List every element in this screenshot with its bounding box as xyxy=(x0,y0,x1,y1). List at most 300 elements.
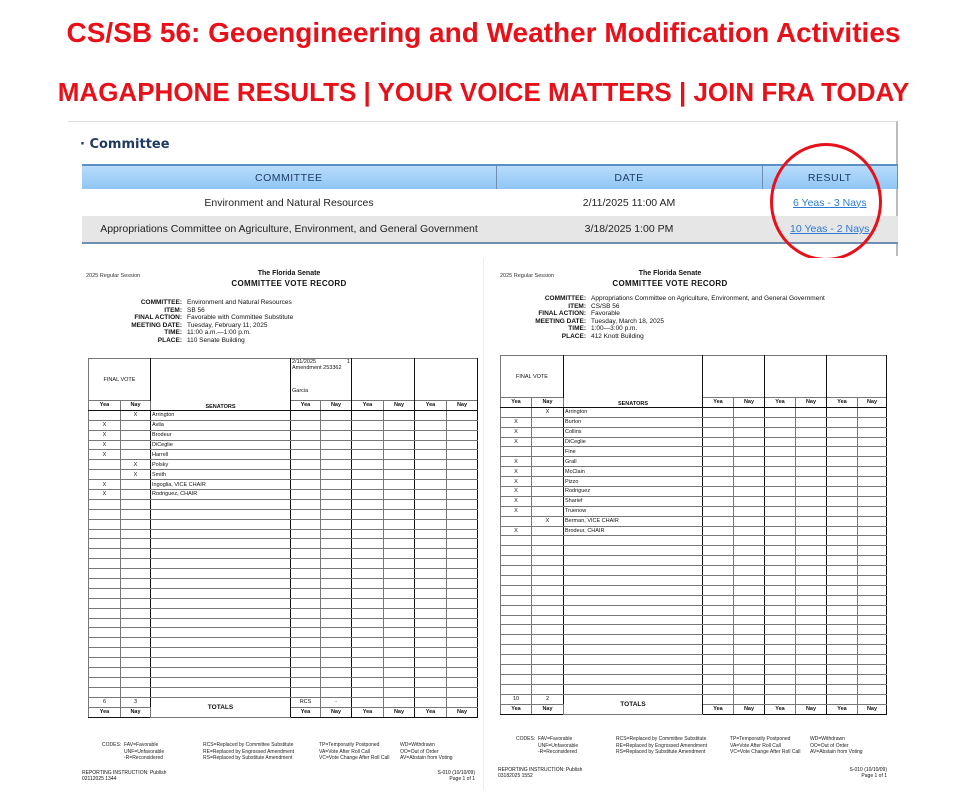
nay-cell xyxy=(796,595,827,605)
yea-cell xyxy=(501,516,532,526)
yea-cell xyxy=(291,569,321,579)
yea-cell xyxy=(352,569,384,579)
nay-cell xyxy=(121,519,151,529)
yea-cell xyxy=(352,519,384,529)
nay-cell xyxy=(384,499,415,509)
nay-cell xyxy=(858,457,887,467)
yea-cell xyxy=(352,658,384,668)
yea-cell xyxy=(827,447,858,457)
nay-cell xyxy=(734,516,765,526)
nay-cell xyxy=(384,588,415,598)
yea-cell xyxy=(501,655,532,665)
nay-cell xyxy=(858,427,887,437)
nay-cell xyxy=(858,407,887,417)
result-link[interactable]: 10 Yeas - 2 Nays xyxy=(790,223,870,235)
yea-cell xyxy=(291,668,321,678)
nay-cell xyxy=(858,635,887,645)
meta-value: Favorable xyxy=(591,310,620,317)
nay-cell xyxy=(384,638,415,648)
nay-cell xyxy=(447,420,478,430)
nay-cell xyxy=(532,526,564,536)
nay-cell xyxy=(447,539,478,549)
yea-cell xyxy=(352,598,384,608)
nay-cell xyxy=(858,625,887,635)
vote-row xyxy=(501,625,887,635)
code-item: RS=Replaced by Substitute Amendment xyxy=(203,755,293,761)
yea-cell xyxy=(89,588,121,598)
nay-cell xyxy=(121,490,151,500)
yea-cell xyxy=(703,566,734,576)
nay-cell xyxy=(858,496,887,506)
nay-cell xyxy=(321,598,352,608)
amendment-number: 1 xyxy=(346,359,350,365)
amendment-total-nay xyxy=(796,694,827,704)
vote-row xyxy=(501,684,887,694)
yea-cell: X xyxy=(501,467,532,477)
nay-cell xyxy=(858,536,887,546)
vote-row xyxy=(501,427,887,437)
yea-cell xyxy=(827,645,858,655)
yea-cell xyxy=(291,519,321,529)
yea-cell xyxy=(415,638,447,648)
vote-row xyxy=(89,490,478,500)
senator-name xyxy=(151,539,291,549)
senator-name xyxy=(564,665,703,675)
nay-cell xyxy=(321,460,352,470)
yea-cell: X xyxy=(501,506,532,516)
yea-header: Yea xyxy=(89,707,121,717)
nay-cell xyxy=(121,529,151,539)
nay-header: Nay xyxy=(734,398,765,408)
vote-row xyxy=(501,576,887,586)
yea-cell xyxy=(352,559,384,569)
senator-name xyxy=(564,605,703,615)
nay-cell xyxy=(321,440,352,450)
yea-cell xyxy=(89,628,121,638)
yea-cell xyxy=(415,420,447,430)
code-item: VA=Vote After Roll Call xyxy=(319,748,370,755)
nay-cell xyxy=(532,566,564,576)
nay-cell xyxy=(532,427,564,437)
meta-key: FINAL ACTION: xyxy=(538,310,586,317)
yea-cell xyxy=(765,684,796,694)
yea-cell xyxy=(765,427,796,437)
nay-cell xyxy=(532,477,564,487)
meta-key: COMMITTEE: xyxy=(544,295,586,302)
meta-row xyxy=(104,329,293,337)
code-item: FAV=Favorable xyxy=(538,736,573,742)
total-nay: 3 xyxy=(121,697,151,707)
yea-cell xyxy=(89,638,121,648)
yea-cell xyxy=(415,658,447,668)
nay-cell xyxy=(734,536,765,546)
final-vote-label: FINAL VOTE xyxy=(501,356,564,398)
nay-cell xyxy=(858,566,887,576)
nay-cell xyxy=(796,407,827,417)
yea-cell xyxy=(415,588,447,598)
yea-cell xyxy=(415,499,447,509)
senators-header-spacer xyxy=(564,356,703,408)
yea-header: Yea xyxy=(827,398,858,408)
yea-cell xyxy=(827,457,858,467)
nay-cell xyxy=(532,674,564,684)
yea-cell xyxy=(291,608,321,618)
reporting-label: REPORTING INSTRUCTION: Publish xyxy=(82,770,167,776)
yea-cell xyxy=(501,684,532,694)
nay-cell xyxy=(796,605,827,615)
nay-cell xyxy=(858,655,887,665)
yea-cell xyxy=(827,615,858,625)
yea-cell xyxy=(765,417,796,427)
senators-header-spacer xyxy=(151,359,291,411)
nay-cell xyxy=(121,440,151,450)
nay-cell xyxy=(532,635,564,645)
meta-value: 412 Knott Building xyxy=(591,332,644,340)
meta-row xyxy=(104,322,293,330)
yea-cell xyxy=(827,477,858,487)
yea-cell: X xyxy=(89,450,121,460)
yea-cell xyxy=(352,687,384,697)
nay-cell xyxy=(532,467,564,477)
nay-cell xyxy=(447,687,478,697)
amendment-total-yea xyxy=(703,694,734,704)
yea-cell xyxy=(415,539,447,549)
nay-cell xyxy=(447,410,478,420)
yea-cell xyxy=(415,618,447,628)
senator-name xyxy=(151,687,291,697)
nay-cell xyxy=(384,598,415,608)
yea-cell xyxy=(352,509,384,519)
senator-name: Brodeur xyxy=(151,430,291,440)
committee-heading: · Committee xyxy=(80,137,170,152)
yea-cell: X xyxy=(501,417,532,427)
yea-cell xyxy=(827,437,858,447)
yea-cell xyxy=(827,655,858,665)
yea-cell xyxy=(827,487,858,497)
result-link[interactable]: 6 Yeas - 3 Nays xyxy=(792,196,867,209)
nay-cell xyxy=(858,576,887,586)
amendment-total-yea: RCS xyxy=(291,697,321,707)
vote-row xyxy=(501,526,887,536)
yea-cell xyxy=(765,665,796,675)
nay-header: Nay xyxy=(384,401,415,411)
yea-cell xyxy=(827,665,858,675)
nay-cell xyxy=(858,546,887,556)
yea-cell xyxy=(352,618,384,628)
nay-cell xyxy=(321,420,352,430)
nay-cell xyxy=(734,605,765,615)
code-item: WD=Withdrawn xyxy=(400,742,435,748)
yea-cell xyxy=(703,576,734,586)
yea-cell xyxy=(827,407,858,417)
nay-cell xyxy=(384,648,415,658)
vote-row xyxy=(89,509,478,519)
timestamp: 03182025 1552 xyxy=(498,773,533,779)
code-item: AV=Abstain from Voting xyxy=(400,755,453,761)
record-title: COMMITTEE VOTE RECORD xyxy=(612,279,728,288)
nay-cell xyxy=(796,477,827,487)
nay-cell xyxy=(858,665,887,675)
nay-cell xyxy=(321,618,352,628)
yea-cell xyxy=(827,536,858,546)
code-item: RS=Replaced by Substitute Amendment xyxy=(616,749,706,755)
yea-cell xyxy=(703,595,734,605)
committee-date: 3/18/2025 1:00 PM xyxy=(496,216,762,243)
yea-cell xyxy=(765,437,796,447)
yea-cell xyxy=(89,668,121,678)
nay-cell xyxy=(734,526,765,536)
yea-cell xyxy=(703,674,734,684)
nay-cell xyxy=(796,536,827,546)
nay-cell xyxy=(121,430,151,440)
nay-cell xyxy=(532,576,564,586)
nay-cell xyxy=(796,526,827,536)
yea-cell xyxy=(703,684,734,694)
yea-cell xyxy=(415,559,447,569)
meta-value: 1:00—3:00 p.m. xyxy=(591,325,638,332)
senator-name: DiCeglie xyxy=(151,440,291,450)
meta-row xyxy=(104,307,293,315)
vote-row xyxy=(89,648,478,658)
yea-cell xyxy=(827,467,858,477)
yea-cell xyxy=(352,579,384,589)
senator-name xyxy=(564,556,703,566)
yea-cell xyxy=(501,447,532,457)
nay-cell xyxy=(447,628,478,638)
senator-name: Grall xyxy=(564,457,703,467)
nay-cell xyxy=(796,457,827,467)
yea-cell xyxy=(765,645,796,655)
yea-cell xyxy=(352,638,384,648)
senator-name xyxy=(564,645,703,655)
nay-cell xyxy=(532,655,564,665)
nay-cell xyxy=(858,684,887,694)
nay-cell: X xyxy=(121,410,151,420)
yea-cell xyxy=(291,420,321,430)
nay-cell xyxy=(532,645,564,655)
senator-name: Rodriguez xyxy=(564,487,703,497)
nay-cell xyxy=(384,440,415,450)
meeting-details xyxy=(104,299,293,344)
yea-cell: X xyxy=(89,490,121,500)
nay-cell xyxy=(734,645,765,655)
yea-cell: X xyxy=(89,480,121,490)
nay-cell xyxy=(734,684,765,694)
yea-cell xyxy=(89,519,121,529)
yea-cell xyxy=(415,628,447,638)
yea-cell xyxy=(827,417,858,427)
amendment-total-yea xyxy=(352,697,384,707)
yea-cell xyxy=(703,556,734,566)
senator-name: Brodeur, CHAIR xyxy=(564,526,703,536)
nay-cell xyxy=(321,490,352,500)
yea-cell xyxy=(765,615,796,625)
yea-cell xyxy=(352,608,384,618)
yea-cell xyxy=(703,477,734,487)
nay-cell xyxy=(532,684,564,694)
yea-cell xyxy=(415,549,447,559)
nay-cell xyxy=(734,576,765,586)
nay-cell xyxy=(447,658,478,668)
yea-header: Yea xyxy=(703,398,734,408)
yea-cell xyxy=(352,588,384,598)
nay-cell: X xyxy=(532,516,564,526)
nay-cell xyxy=(858,645,887,655)
meta-key: MEETING DATE: xyxy=(535,317,586,325)
senators-header: SENATORS xyxy=(617,400,649,407)
nay-cell xyxy=(734,674,765,684)
yea-cell xyxy=(703,615,734,625)
nay-cell xyxy=(796,615,827,625)
nay-cell xyxy=(796,674,827,684)
vote-row xyxy=(89,588,478,598)
nay-cell xyxy=(796,417,827,427)
code-item: TP=Temporarily Postponed xyxy=(319,742,380,748)
yea-cell xyxy=(703,665,734,675)
timestamp: 02112025 1344 xyxy=(82,776,117,782)
nay-cell xyxy=(532,665,564,675)
yea-cell xyxy=(89,509,121,519)
yea-cell xyxy=(827,635,858,645)
senator-name: Arrington xyxy=(564,407,703,417)
vote-row xyxy=(89,430,478,440)
nay-cell xyxy=(447,430,478,440)
yea-cell xyxy=(703,585,734,595)
nay-cell xyxy=(321,480,352,490)
code-item: RCS=Replaced by Committee Substitute xyxy=(203,742,294,748)
code-item: UNF=Unfavorable xyxy=(124,748,165,755)
meta-row xyxy=(516,310,825,318)
vote-row xyxy=(501,407,887,417)
senator-name: Arrington xyxy=(151,410,291,420)
yea-header: Yea xyxy=(89,401,121,411)
nay-cell xyxy=(447,499,478,509)
code-item: RE=Replaced by Engrossed Amendment xyxy=(203,748,295,755)
senator-name: Truenow xyxy=(564,506,703,516)
yea-cell xyxy=(765,407,796,417)
nay-header: Nay xyxy=(121,707,151,717)
yea-cell xyxy=(291,430,321,440)
nay-cell xyxy=(532,417,564,427)
vote-row xyxy=(501,556,887,566)
meta-row xyxy=(516,303,825,311)
form-number xyxy=(849,767,887,779)
senator-name: Burton xyxy=(564,417,703,427)
vote-row xyxy=(501,536,887,546)
nay-cell xyxy=(384,668,415,678)
meta-value: SB 56 xyxy=(187,306,205,314)
nay-header: Nay xyxy=(796,704,827,714)
senator-name xyxy=(564,576,703,586)
nay-header: Nay xyxy=(447,401,478,411)
vote-row xyxy=(89,470,478,480)
yea-cell xyxy=(827,684,858,694)
yea-header: Yea xyxy=(352,401,384,411)
nay-cell xyxy=(796,585,827,595)
yea-header: Yea xyxy=(703,704,734,714)
yea-cell xyxy=(291,588,321,598)
yea-cell xyxy=(501,566,532,576)
nay-cell xyxy=(858,477,887,487)
yea-cell: X xyxy=(501,496,532,506)
senator-name: Rodriguez, CHAIR xyxy=(151,490,291,500)
nay-cell xyxy=(734,417,765,427)
yea-cell xyxy=(827,605,858,615)
meta-row xyxy=(516,333,825,341)
vote-row xyxy=(501,674,887,684)
vote-row xyxy=(501,566,887,576)
vote-row xyxy=(89,559,478,569)
nay-cell xyxy=(384,559,415,569)
yea-cell: X xyxy=(501,427,532,437)
yea-cell xyxy=(703,605,734,615)
yea-cell xyxy=(352,668,384,678)
yea-cell xyxy=(703,516,734,526)
record-title: COMMITTEE VOTE RECORD xyxy=(231,279,347,288)
meta-value: Tuesday, March 18, 2025 xyxy=(591,317,664,325)
nay-cell xyxy=(384,549,415,559)
senator-name xyxy=(151,628,291,638)
yea-cell xyxy=(703,427,734,437)
amendment-sponsor: Garcia xyxy=(292,388,309,394)
yea-cell: X xyxy=(501,526,532,536)
nay-cell xyxy=(734,447,765,457)
code-item: RE=Replaced by Engrossed Amendment xyxy=(616,742,708,749)
vote-row xyxy=(89,677,478,687)
nay-cell xyxy=(858,674,887,684)
nay-cell xyxy=(796,556,827,566)
senator-name xyxy=(151,569,291,579)
yea-cell xyxy=(703,536,734,546)
nay-cell xyxy=(447,598,478,608)
meta-key: PLACE: xyxy=(561,332,586,340)
yea-cell xyxy=(827,674,858,684)
nay-cell xyxy=(734,615,765,625)
yea-cell xyxy=(291,509,321,519)
nay-cell xyxy=(121,648,151,658)
yea-cell xyxy=(765,516,796,526)
nay-cell xyxy=(121,638,151,648)
yea-cell xyxy=(291,529,321,539)
nay-cell xyxy=(447,480,478,490)
code-item: FAV=Favorable xyxy=(124,742,159,748)
yea-cell xyxy=(291,559,321,569)
yea-cell xyxy=(352,410,384,420)
codes-legend xyxy=(490,736,890,756)
yea-cell xyxy=(501,585,532,595)
yea-cell xyxy=(89,598,121,608)
nay-cell: X xyxy=(121,470,151,480)
yea-cell xyxy=(352,430,384,440)
nay-cell xyxy=(796,467,827,477)
yea-cell xyxy=(352,450,384,460)
nay-cell xyxy=(384,490,415,500)
session-label: 2025 Regular Session xyxy=(500,273,555,279)
vote-row xyxy=(89,450,478,460)
senator-name xyxy=(151,509,291,519)
senate-heading: The Florida Senate xyxy=(638,270,702,277)
nay-cell xyxy=(447,559,478,569)
nay-cell xyxy=(121,588,151,598)
yea-cell xyxy=(89,618,121,628)
yea-cell xyxy=(703,487,734,497)
nay-cell xyxy=(858,487,887,497)
nay-cell xyxy=(796,516,827,526)
committee-name: Appropriations Committee on Agriculture, Environment, and General Government xyxy=(82,216,496,243)
nay-cell xyxy=(447,519,478,529)
meta-value: 11:00 a.m.—1:00 p.m. xyxy=(187,329,251,336)
vote-row xyxy=(89,410,478,420)
